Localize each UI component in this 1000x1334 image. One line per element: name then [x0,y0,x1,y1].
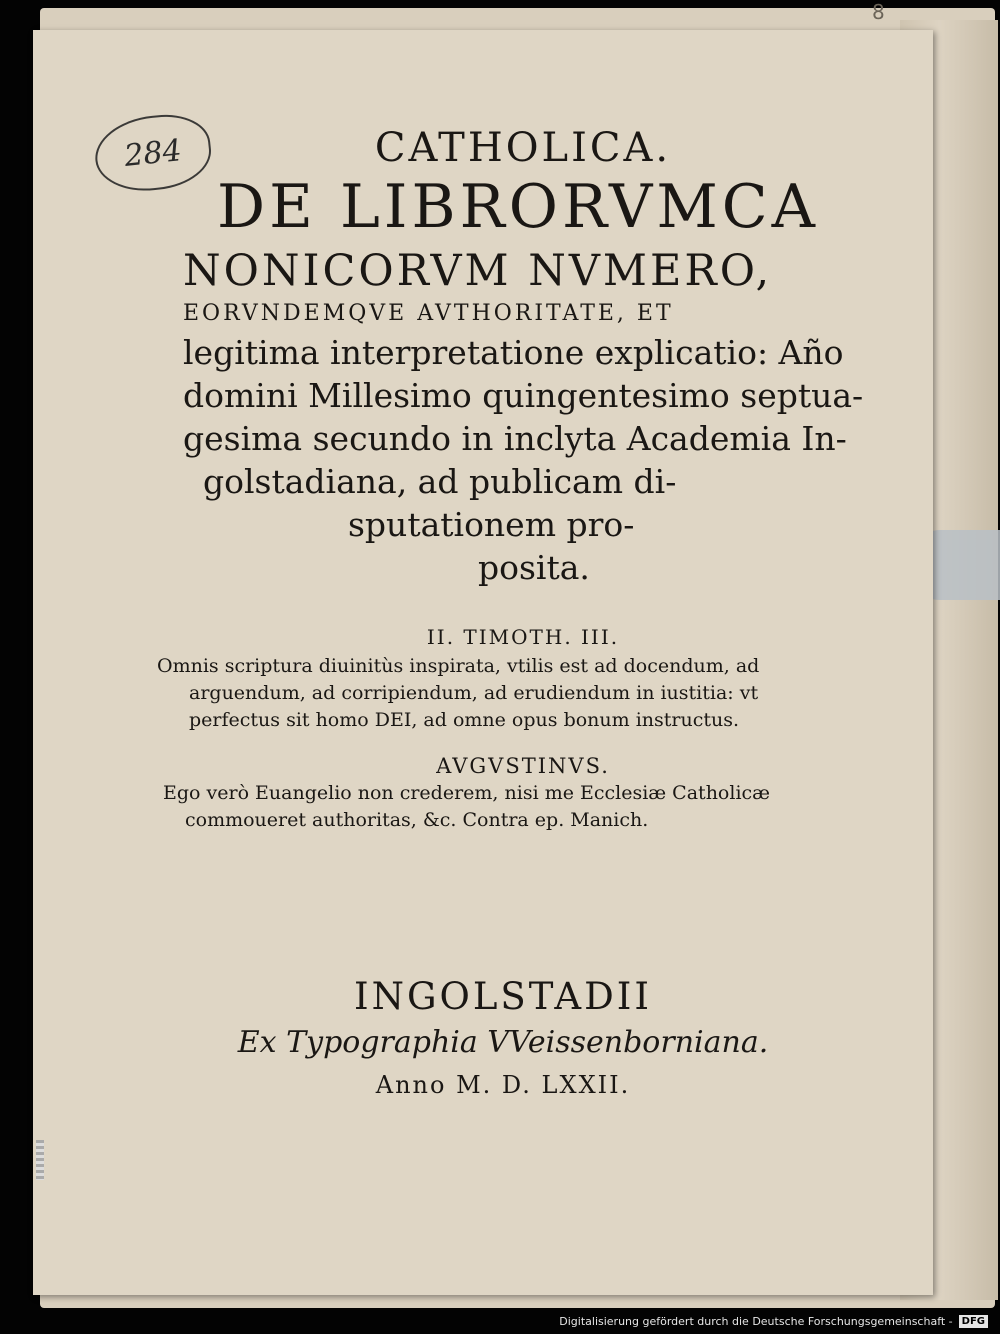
augustine-line: Ego verò Euangelio non crederem, nisi me Ecclesiæ Catholicæ [163,782,771,804]
shelfmark-stamp: 284 [91,110,214,196]
title-body-line: posita. [478,548,590,587]
imprint-press: Ex Typographia VVeissenborniana. [237,1025,769,1060]
binding-thread [36,1140,44,1180]
title-body-line: gesima secundo in inclyta Academia In- [183,419,847,458]
footer-credit: Digitalisierung gefördert durch die Deutsche Forschungsgemeinschaft - [559,1314,953,1328]
augustine-line: commoueret authoritas, &c. Contra ep. Manich. [185,809,649,831]
scripture-line: Omnis scriptura diuinitùs inspirata, vtilis est ad docendum, ad [157,655,760,677]
footer-bar [0,1308,1000,1334]
title-body-line: golstadiana, ad publicam di- [203,462,677,501]
title-line-3: NONICORVM NVMERO, [183,246,773,296]
scripture-line: perfectus sit homo DEI, ad omne opus bonum instructus. [189,709,740,731]
title-body [143,331,873,589]
scripture-quote [143,653,863,734]
title-line-1: CATHOLICA. [374,125,672,171]
title-body-line: sputationem pro- [348,505,635,544]
dfg-logo-icon: DFG [959,1315,988,1328]
title-body-line: domini Millesimo quingentesimo septua- [183,376,864,415]
page-number: 8 [872,0,885,24]
scripture-line: arguendum, ad corripiendum, ad erudiendum in iustitia: vt [189,682,759,704]
augustine-quote [143,780,863,834]
title-line-4: EORVNDEMQVE AVTHORITATE, ET [183,301,674,326]
title-text-block [143,125,864,1099]
title-body-line: legitima interpretatione explicatio: Año [183,333,844,372]
scripture-reference: II. TIMOTH. III. [426,625,620,649]
imprint-year: Anno M. D. LXXII. [375,1071,631,1099]
title-page [33,30,933,1295]
augustine-reference: AVGVSTINVS. [436,754,610,778]
imprint-city: INGOLSTADII [353,975,653,1018]
title-line-2: DE LIBRORVMCA [216,172,820,242]
